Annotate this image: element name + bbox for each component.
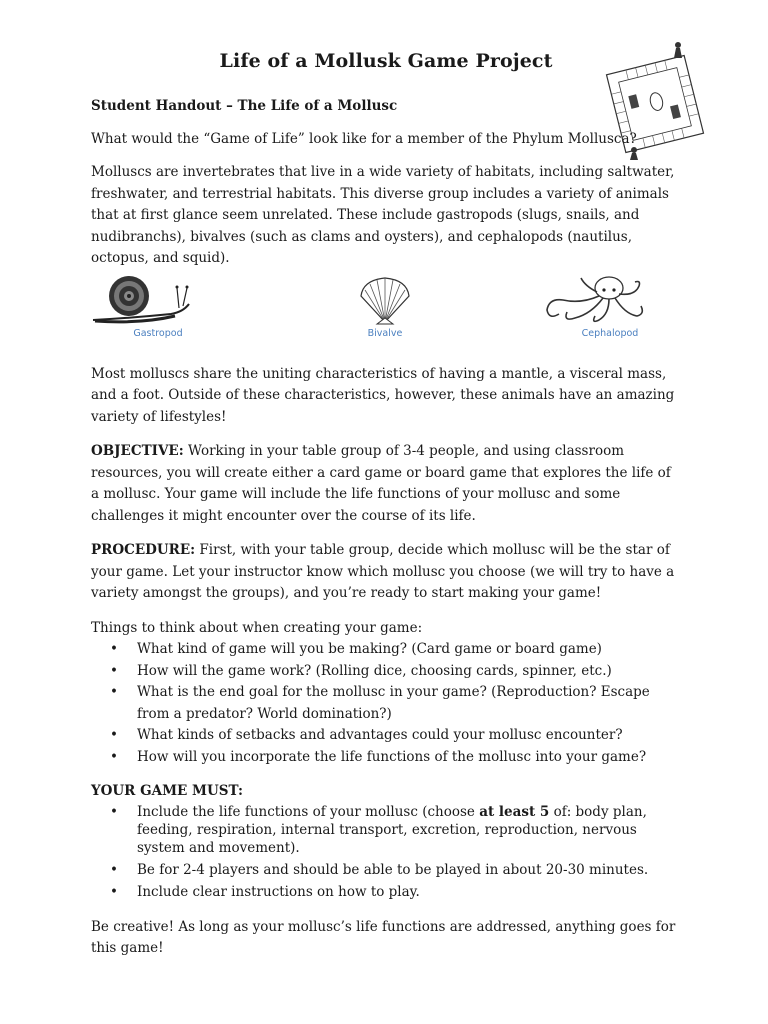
gastropod-figure bbox=[91, 274, 195, 340]
bivalve-caption: Bivalve bbox=[367, 327, 403, 339]
cephalopod-caption: Cephalopod bbox=[581, 327, 639, 339]
characteristics-paragraph: Most molluscs share the uniting characteristics of having a mantle, a visceral mass, and a foot. Outside of these characteristics, however, these animals have an amazing variety of lifestyles! bbox=[91, 365, 675, 425]
subtitle: Student Handout – The Life of a Mollusc bbox=[91, 98, 398, 114]
list-item: • How will the game work? (Rolling dice, choosing cards, spinner, etc.) bbox=[137, 661, 681, 683]
procedure-label: PROCEDURE: bbox=[91, 542, 196, 558]
think-list bbox=[91, 639, 681, 768]
list-item: • Be for 2-4 players and should be able to be played in about 20-30 minutes. bbox=[137, 861, 681, 879]
must-item-1-post: of: body plan, feeding, respiration, internal transport, excretion, reproduction, nervous system and movement). bbox=[137, 803, 647, 856]
cephalopod-figure bbox=[541, 274, 647, 340]
must-item-1-bold: at least 5 bbox=[479, 803, 550, 820]
guiding-question: What would the “Game of Life” look like for a member of the Phylum Mollusca? bbox=[91, 130, 637, 147]
handout bbox=[91, 40, 681, 960]
octopus-icon bbox=[541, 274, 647, 326]
page-title: Life of a Mollusk Game Project bbox=[219, 50, 553, 72]
objective-text: Working in your table group of 3-4 people, and using classroom resources, you will create either a card game or board game that explores the life of a mollusc. Your game will include the life functions of your mollusc and some challenges it might encounter over the course of its life. bbox=[91, 443, 671, 524]
scallop-shell-icon bbox=[357, 274, 413, 326]
list-item: • What kind of game will you be making? (Card game or board game) bbox=[137, 639, 681, 661]
list-item: • Include clear instructions on how to play. bbox=[137, 883, 681, 901]
list-item: • What kinds of setbacks and advantages could your mollusc encounter? bbox=[137, 725, 681, 747]
gastropod-caption: Gastropod bbox=[133, 327, 183, 339]
bivalve-figure bbox=[357, 274, 413, 340]
intro-paragraph: Molluscs are invertebrates that live in a wide variety of habitats, including saltwater, freshwater, and terrestrial habitats. This diverse group includes a variety of animals that at first glance seem unrelated. These include gastropods (slugs, snails, and nudibranchs), bivalves (such as clams and oysters), and cephalopods (nautilus, octopus, and squid). bbox=[91, 164, 675, 266]
mollusc-illustrations bbox=[91, 274, 681, 354]
must-item-1-pre: Include the life functions of your mollusc (choose bbox=[137, 803, 480, 820]
snail-icon bbox=[91, 274, 195, 326]
objective-paragraph bbox=[91, 441, 681, 527]
procedure-paragraph bbox=[91, 540, 681, 605]
must-list bbox=[91, 803, 681, 901]
think-heading: Things to think about when creating your game: bbox=[91, 619, 423, 636]
list-item: • How will you incorporate the life functions of the mollusc into your game? bbox=[137, 747, 681, 769]
procedure-text: First, with your table group, decide which mollusc will be the star of your game. Let your instructor know which mollusc you choose (we will try to have a variety amongst the groups), and you’re ready to start making your game! bbox=[91, 542, 675, 601]
list-item bbox=[137, 803, 681, 857]
must-heading: YOUR GAME MUST: bbox=[91, 783, 244, 799]
closing-paragraph: Be creative! As long as your mollusc’s life functions are addressed, anything goes for this game! bbox=[91, 918, 676, 956]
list-item: • What is the end goal for the mollusc in your game? (Reproduction? Escape from a predator? World domination?) bbox=[137, 682, 681, 725]
objective-label: OBJECTIVE: bbox=[91, 443, 184, 459]
